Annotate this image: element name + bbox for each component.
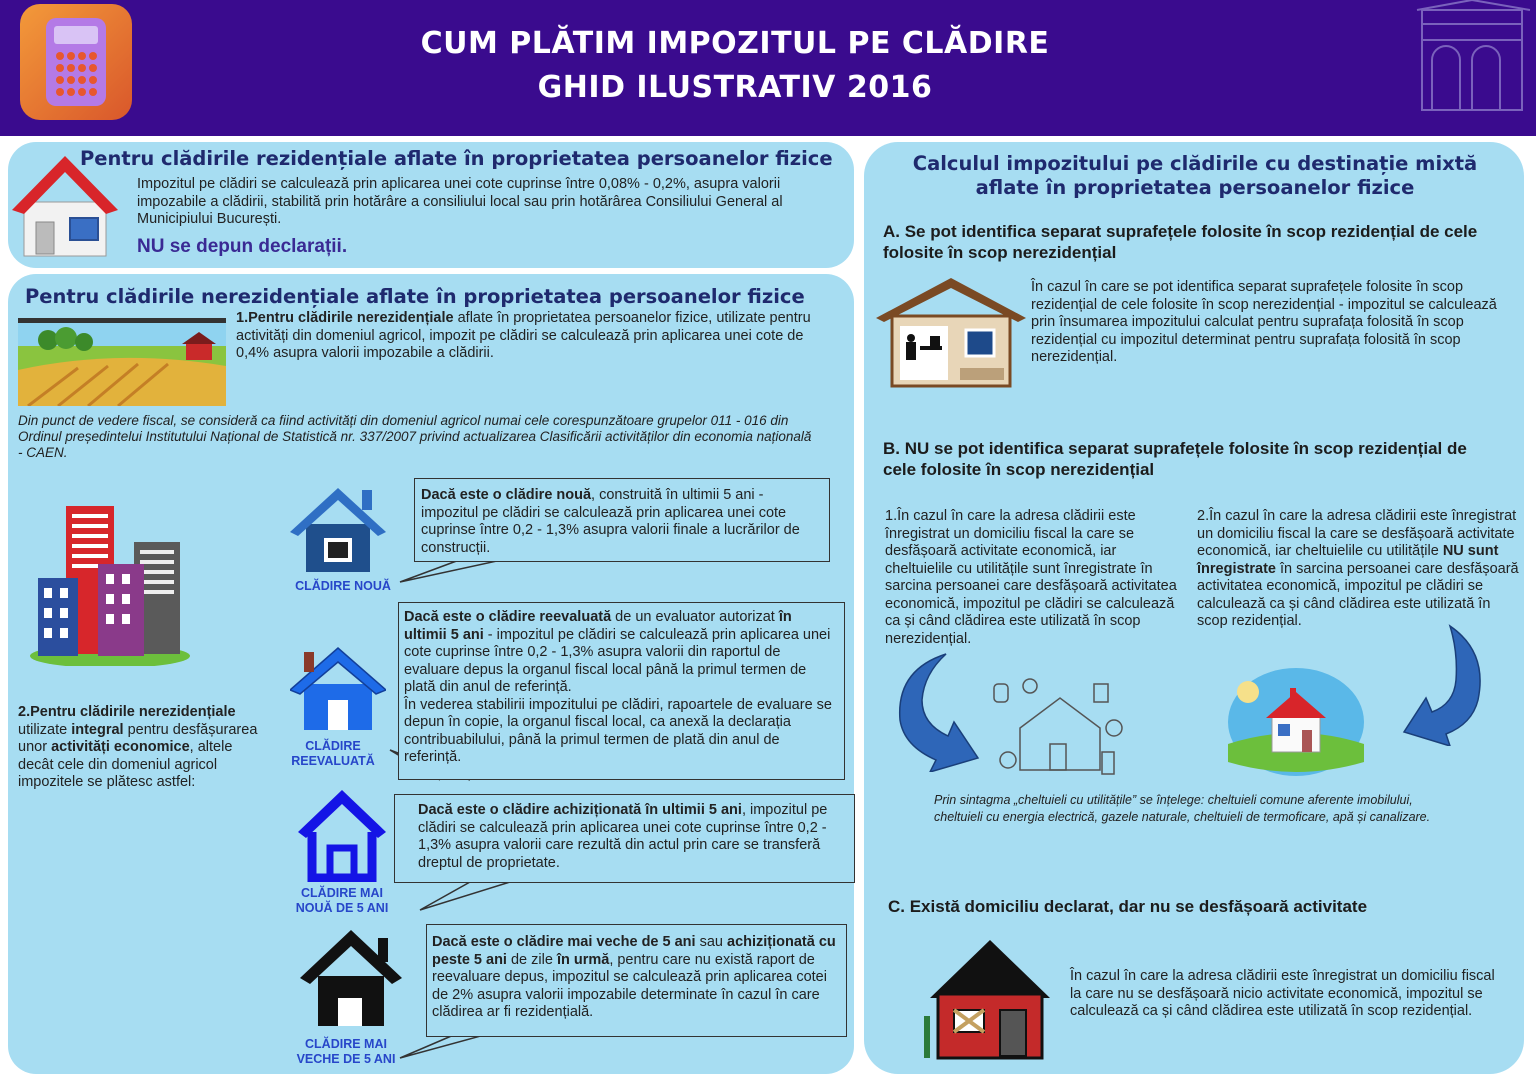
agricultural-text-bold: 1.Pentru clădirile nerezidențiale bbox=[236, 310, 454, 326]
section-b2-text-a: 2.În cazul în care la adresa clădirii este înregistrat un domiciliu fiscal la care se desfășoară activitate economică, iar cheltuielile cu utilitățile bbox=[1197, 508, 1517, 559]
case-reevaluated-bold: Dacă este o clădire reevaluată bbox=[404, 609, 612, 625]
economic-activity-bold-integral: integral bbox=[71, 721, 124, 738]
economic-activity-bold-activities: activități economice bbox=[51, 739, 190, 755]
agricultural-text-body: aflate în proprietatea persoanelor fizice, utilizate pentru activități din domeniul agricol, impozit pe clădiri se calculează prin aplicarea unei cote de 0,4% asupra valorii impozabile a clădirii. bbox=[236, 310, 811, 361]
section-c-text: În cazul în care la adresa clădirii este înregistrat un domiciliu fiscal la care nu se desfășoară nicio activitate economică, impozitul se calculează ca și când clădirea este utilizată în scop rezidențial. bbox=[1070, 968, 1495, 1019]
residential-text: Impozitul pe clădiri se calculează prin aplicarea unei cote cuprinse între 0,08% - 0,2%, asupra valorii impozabile a clădirii, stabilită prin hotărâre a consiliului local sau prin hotărârea Consiliului General al Municipiului București. bbox=[137, 176, 783, 227]
residential-note: NU se depun declarații. bbox=[137, 236, 348, 257]
page-title-line1: CUM PLĂTIM IMPOZITUL PE CLĂDIRE bbox=[420, 26, 1050, 61]
utilities-definition-note: Prin sintagma „cheltuieli cu utilitățile” se înțelege: cheltuieli comune aferente imobilului, cheltuieli cu energia electrică, gazele naturale, cheltuieli de termoficare, apă și canalizare. bbox=[934, 793, 1431, 824]
case-new-building-bold: Dacă este o clădire nouă bbox=[421, 487, 592, 503]
curved-arrow-left-icon bbox=[886, 650, 986, 772]
caen-note: Din punct de vedere fiscal, se consideră ca fiind activități din domeniul agricol numai cele corespunzătoare grupelor 011 - 016 din Ordinul președintelui Institutului Național de Statistică nr. 337/2007 privind actualizarea Clasificării activităților din economia națională - CAEN. bbox=[18, 413, 812, 460]
caption-reevaluated-building: CLĂDIRE REEVALUATĂ bbox=[291, 739, 375, 768]
reevaluated-building-icon bbox=[290, 646, 386, 732]
section-b2-text-b: în sarcina persoanei care desfășoară activitatea economică, impozitul pe clădiri se calculează ca și când clădirea este utilizată în scop rezidențial. bbox=[1197, 560, 1519, 629]
economic-activity-span-2: pentru desfășurarea unor bbox=[18, 721, 258, 755]
caption-newer-than-5-years: CLĂDIRE MAI NOUĂ DE 5 ANI bbox=[295, 886, 389, 915]
section-a-text: În cazul în care se pot identifica separat suprafețele folosite în scop rezidențial de cele folosite în scop nerezidențial - impozitul se calculează prin însumarea impozitului calculat pentru suprafața folosită în scop rezidențial cu impozitul determinat pentru suprafața folosită în scop nerezidențial. bbox=[1031, 279, 1497, 365]
case-reevaluated-mid: de un evaluator autorizat bbox=[611, 609, 779, 625]
case-acquired-bold: Dacă este o clădire achiziționată în ultimii 5 ani bbox=[418, 802, 742, 818]
case-older-bold2: achiziționată cu peste 5 ani bbox=[432, 934, 836, 968]
case-acquired-recently bbox=[394, 794, 855, 883]
case-older-text: , pentru care nu există raport de reevaluare depus, impozitul se calculează prin aplicarea cotei de 2% asupra valorii impozabile determinate în cazul în care clădirea ar fi rezidențială. bbox=[432, 951, 827, 1020]
curved-arrow-right-icon bbox=[1402, 622, 1486, 746]
residential-heading: Pentru clădirile rezidențiale aflate în proprietatea persoanelor fizice bbox=[80, 147, 833, 170]
building-illustration bbox=[1412, 0, 1536, 120]
nonresidential-heading: Pentru clădirile nerezidențiale aflate în proprietatea persoanelor fizice bbox=[25, 285, 805, 308]
section-b2-bold: NU sunt înregistrate bbox=[1197, 543, 1499, 577]
utilities-house-illustration bbox=[990, 678, 1130, 780]
older-than-5-years-icon bbox=[298, 928, 404, 1028]
caption-new-building: CLĂDIRE NOUĂ bbox=[295, 579, 391, 593]
residential-house-illustration bbox=[1226, 664, 1366, 776]
case-new-building bbox=[414, 478, 830, 562]
section-c-title: C. Există domiciliu declarat, dar nu se desfășoară activitate bbox=[888, 897, 1368, 916]
closed-business-house-illustration bbox=[920, 938, 1054, 1060]
case-reevaluated-text2: În vederea stabilirii impozitului pe clădiri, rapoartele de evaluare se depun în copie, la organul fiscal local, ca anexă la declarația contribuabilului, până la primul termen de plată din anul de referință. bbox=[404, 696, 832, 765]
section-b2-text bbox=[1197, 508, 1519, 631]
economic-activity-span-1: utilizate bbox=[18, 721, 72, 738]
economic-activity-span-3: , altele decât cele din domeniul agricol impozitele se plătesc astfel: bbox=[18, 739, 233, 790]
caption-older-than-5-years: CLĂDIRE MAI VECHE DE 5 ANI bbox=[296, 1037, 396, 1066]
mixed-heading-line1: Calculul impozitului pe clădirile cu destinație mixtă bbox=[912, 152, 1478, 175]
section-a-title: A. Se pot identifica separat suprafețele folosite în scop rezidențial de cele folosite în scop nerezidențial bbox=[883, 222, 1478, 262]
case-older-mid2: de zile bbox=[506, 951, 557, 968]
case-reevaluated-bold2: în ultimii 5 ani bbox=[404, 609, 792, 643]
case-reevaluated-text: - impozitul pe clădiri se calculează prin aplicarea unei cote cuprinse între 0,2 - 1,3% asupra valorii din raportul de evaluare depus la organul fiscal local până la primul termen de plată din anul de referință. bbox=[404, 626, 831, 695]
case-older-bold: Dacă este o clădire mai veche de 5 ani bbox=[432, 934, 696, 950]
section-b1-text: 1.În cazul în care la adresa clădirii este înregistrat un domiciliu fiscal la care se desfășoară activitate economică, iar cheltuielile cu utilitățile sunt înregistrate în sarcina persoanei care desfășoară activitatea economică, impozitul pe clădiri se calculează ca și când clădirea este utilizată în scop nerezidențial. bbox=[885, 508, 1177, 647]
mixed-heading-line2: aflate în proprietatea persoanelor fizice bbox=[975, 176, 1415, 199]
case-acquired-text: , impozitul pe clădiri se calculează prin aplicarea unei cote cuprinse între 0,2 - 1,3% asupra valorii care rezultă din actul prin care se transferă dreptul de proprietate. bbox=[418, 802, 828, 871]
newer-than-5-years-icon bbox=[294, 786, 390, 882]
section-b-title: B. NU se pot identifica separat suprafețele folosite în scop rezidențial de cele folosite în scop nerezidențial bbox=[883, 439, 1467, 479]
home-office-illustration bbox=[876, 276, 1026, 388]
new-building-icon bbox=[290, 484, 386, 574]
page-title-line2: GHID ILUSTRATIV 2016 bbox=[537, 70, 933, 105]
case-reevaluated-building bbox=[398, 602, 845, 780]
case-older-building bbox=[426, 924, 847, 1037]
economic-activity-bold: 2.Pentru clădirile nerezidențiale bbox=[18, 704, 236, 720]
case-older-bold3: în urmă bbox=[556, 951, 610, 968]
case-new-building-text: , construită în ultimii 5 ani - impozitul pe clădiri se calculează prin aplicarea unei cote cuprinse între 0,2 - 1,3% asupra valorii finale a lucrărilor de construcții. bbox=[421, 487, 800, 556]
case-older-mid: sau bbox=[695, 934, 727, 950]
